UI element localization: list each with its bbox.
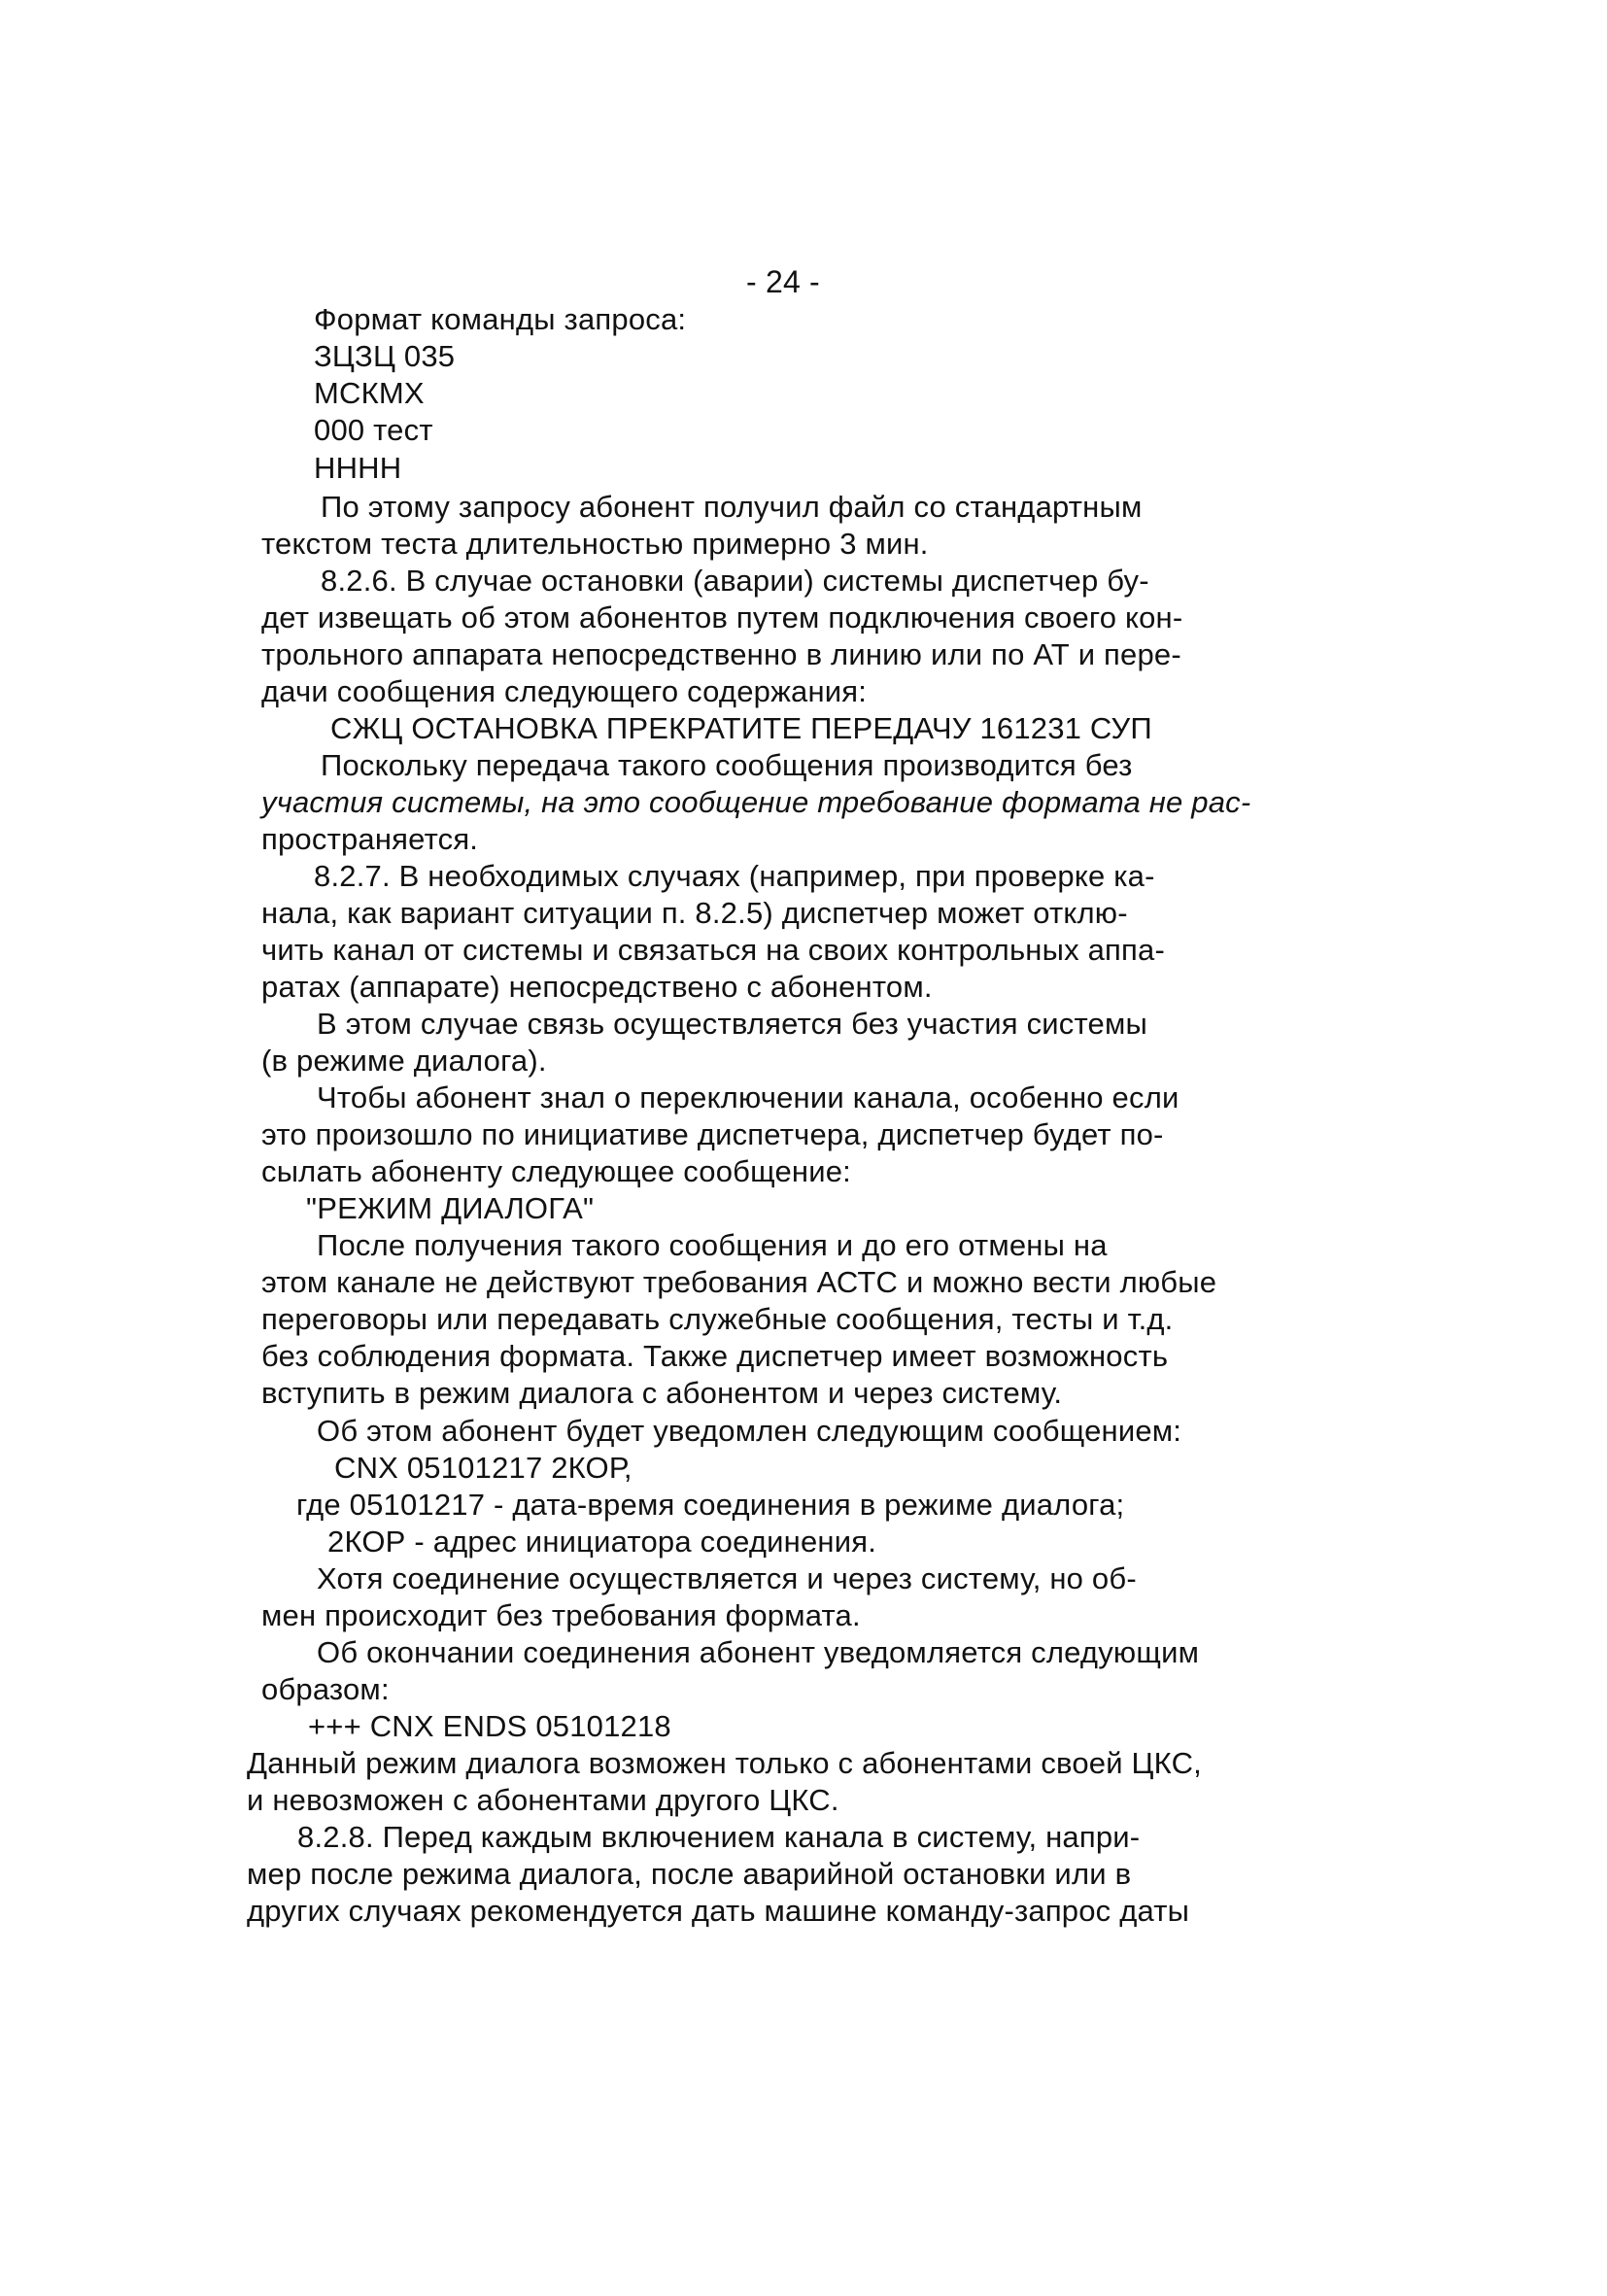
paragraph-line: чить канал от системы и связаться на своих контрольных аппа-: [261, 933, 1165, 967]
paragraph-line: мер после режима диалога, после аварийной остановки или в: [247, 1857, 1132, 1891]
paragraph-line: и невозможен с абонентами другого ЦКС.: [247, 1783, 839, 1817]
paragraph-line: без соблюдения формата. Также диспетчер имеет возможность: [261, 1339, 1169, 1373]
paragraph-line: Поскольку передача такого сообщения производится без: [321, 748, 1133, 782]
paragraph-line: участия системы, на это сообщение требование формата не рас-: [261, 785, 1251, 819]
cnx-message: CNX 05101217 2КОР,: [334, 1451, 633, 1485]
paragraph-line: Данный режим диалога возможен только с абонентами своей ЦКС,: [247, 1746, 1202, 1780]
paragraph-line: Чтобы абонент знал о переключении канала, особенно если: [317, 1080, 1180, 1114]
paragraph-line: 8.2.7. В необходимых случаях (например, при проверке ка-: [314, 859, 1155, 893]
paragraph-line: это произошло по инициативе диспетчера, диспетчер будет по-: [261, 1117, 1164, 1151]
paragraph-line: В этом случае связь осуществляется без участия системы: [317, 1007, 1147, 1041]
paragraph-line: 8.2.8. Перед каждым включением канала в систему, напри-: [297, 1820, 1141, 1854]
dialog-message: "РЕЖИМ ДИАЛОГА": [306, 1191, 595, 1225]
paragraph-line: Об окончании соединения абонент уведомляется следующим: [317, 1635, 1200, 1669]
stop-message: СЖЦ ОСТАНОВКА ПРЕКРАТИТЕ ПЕРЕДАЧУ 161231 СУП: [330, 711, 1152, 745]
query-format-heading: Формат команды запроса:: [314, 302, 687, 336]
paragraph-line: вступить в режим диалога с абонентом и через систему.: [261, 1376, 1063, 1410]
where-line: 2КОР - адрес инициатора соединения.: [327, 1525, 877, 1559]
paragraph-line: мен происходит без требования формата.: [261, 1598, 861, 1632]
paragraph-line: 8.2.6. В случае остановки (аварии) системы диспетчер бу-: [321, 564, 1149, 598]
end-message: +++ CNX ENDS 05101218: [308, 1709, 671, 1743]
paragraph-line: дачи сообщения следующего содержания:: [261, 674, 868, 708]
paragraph-line: пространяется.: [261, 822, 479, 856]
paragraph-line: Об этом абонент будет уведомлен следующим сообщением:: [317, 1414, 1182, 1448]
where-line: где 05101217 - дата-время соединения в режиме диалога;: [296, 1488, 1125, 1522]
paragraph-line: Хотя соединение осуществляется и через систему, но об-: [317, 1561, 1137, 1595]
paragraph-line: После получения такого сообщения и до его отмены на: [317, 1228, 1108, 1262]
paragraph-line: других случаях рекомендуется дать машине команду-запрос даты: [247, 1894, 1190, 1928]
paragraph-line: (в режиме диалога).: [261, 1044, 547, 1078]
paragraph-line: нала, как вариант ситуации п. 8.2.5) диспетчер может отклю-: [261, 896, 1128, 930]
query-format-line: МСКМХ: [314, 376, 425, 410]
page-number: - 24 -: [746, 264, 820, 299]
query-format-line: НННН: [314, 451, 402, 485]
query-format-line: 000 тест: [314, 413, 433, 447]
paragraph-line: сылать абоненту следующее сообщение:: [261, 1154, 851, 1188]
paragraph-line: ратах (аппарате) непосредствено с абонентом.: [261, 970, 933, 1004]
query-format-line: ЗЦЗЦ 035: [314, 339, 456, 373]
paragraph-line: текстом теста длительностью примерно 3 мин.: [261, 527, 929, 561]
paragraph-line: переговоры или передавать служебные сообщения, тесты и т.д.: [261, 1302, 1174, 1336]
paragraph-line: образом:: [261, 1672, 390, 1706]
paragraph-line: этом канале не действуют требования АСТС и можно вести любые: [261, 1265, 1217, 1299]
paragraph-line: дет извещать об этом абонентов путем подключения своего кон-: [261, 600, 1183, 634]
paragraph-line: трольного аппарата непосредственно в линию или по АТ и пере-: [261, 637, 1181, 671]
paragraph-line: По этому запросу абонент получил файл со стандартным: [321, 490, 1143, 524]
